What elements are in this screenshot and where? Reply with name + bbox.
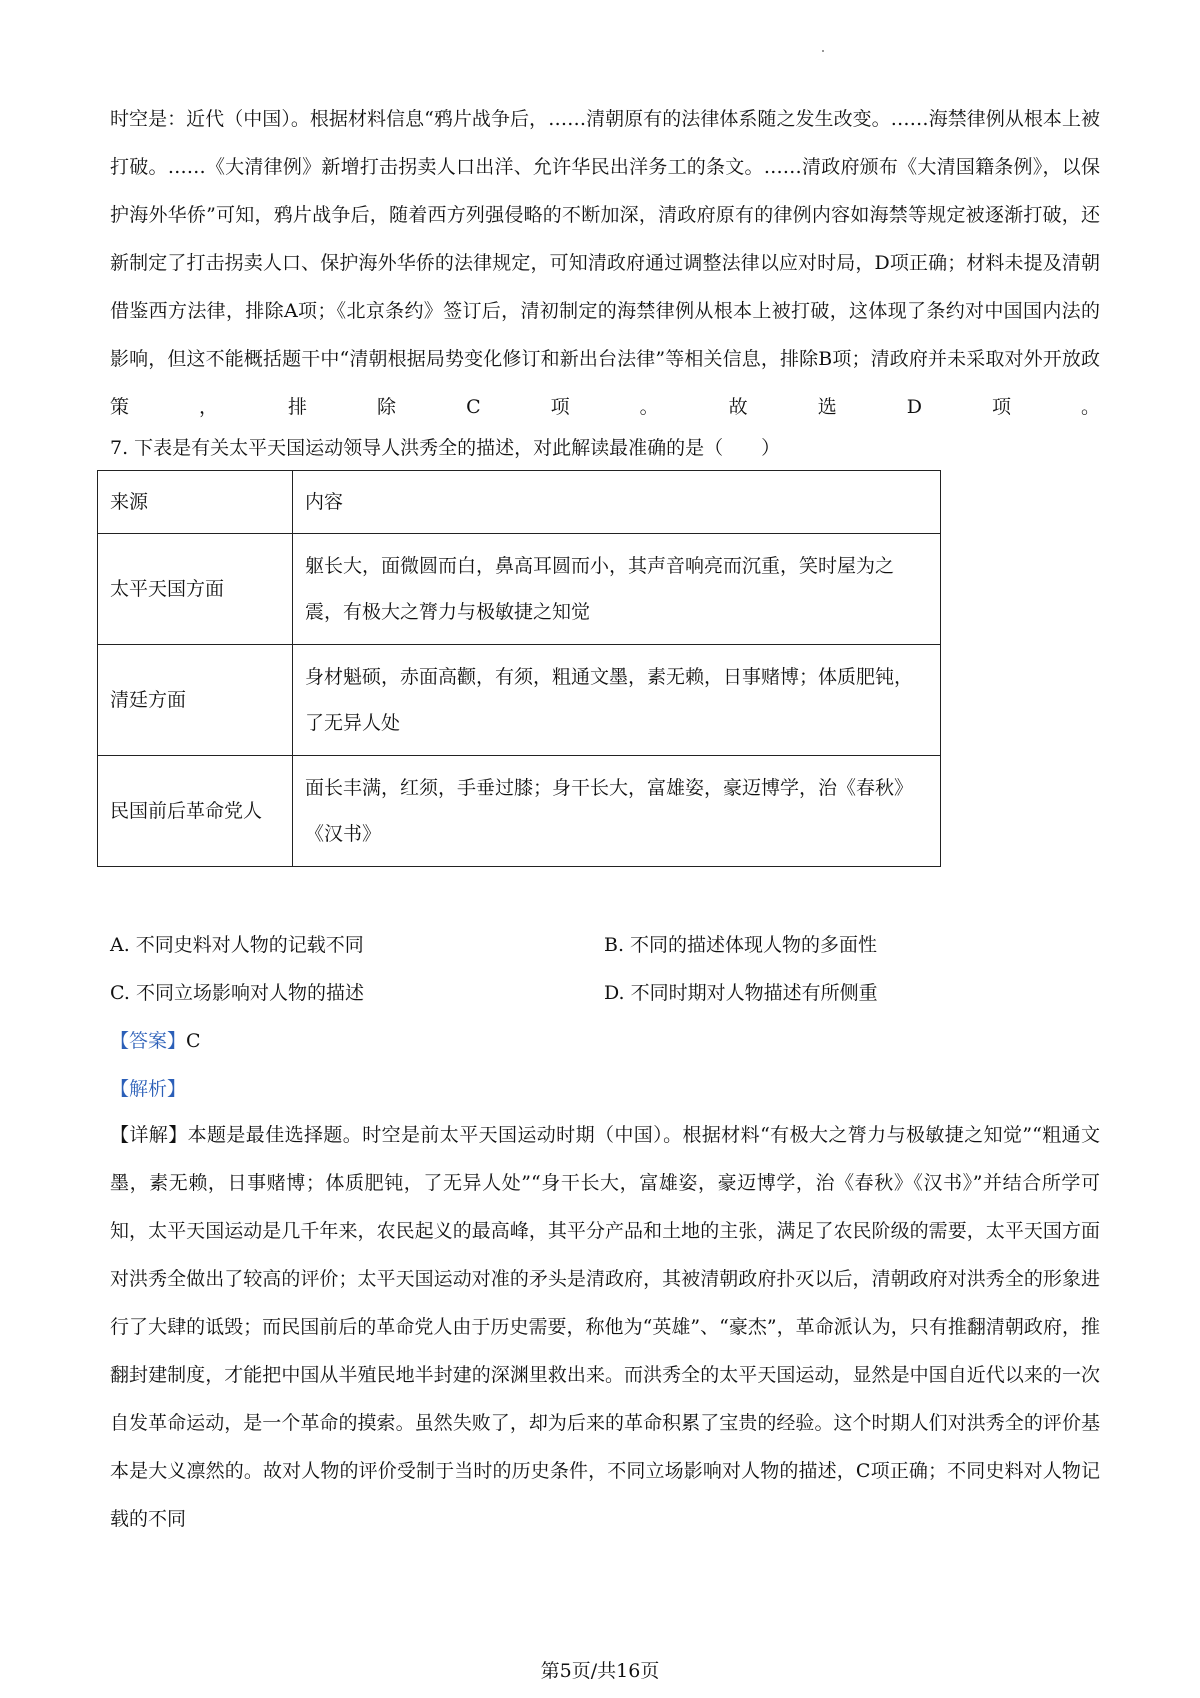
analysis-label: 【解析】 — [110, 1078, 187, 1100]
answer-line — [110, 1026, 201, 1056]
detail-text: 本题是最佳选择题。时空是前太平天国运动时期（中国）。根据材料“有极大之膂力与极敏捷之知觉”“粗通文墨，素无赖，日事赌博；体质肥钝，了无异人处”“身干长大，富雄姿，豪迈博学，治《春秋》《汉书》”并结合所学可知，太平天国运动是几千年来，农民起义的最高峰，其平分产品和土地的主张，满足了农民阶级的需要，太平天国方面对洪秀全做出了较高的评价；太平天国运动对准的矛头是清政府，其被清朝政府扑灭以后，清朝政府对洪秀全的形象进行了大肆的诋毁；而民国前后的革命党人由于历史需要，称他为“英雄”、“豪杰”，革命派认为，只有推翻清朝政府，推翻封建制度，才能把中国从半殖民地半封建的深渊里救出来。而洪秀全的太平天国运动，显然是中国自近代以来的一次自发革命运动，是一个革命的摸索。虽然失败了，却为后来的革命积累了宝贵的经验。这个时期人们对洪秀全的评价基本是大义凛然的。故对人物的评价受制于当时的历史条件，不同立场影响对人物的描述，C项正确；不同史料对人物记载的不同 — [110, 1124, 1100, 1530]
table-row — [98, 756, 941, 867]
answer-value: C — [186, 1030, 201, 1052]
page-footer: 第5页/共16页 — [540, 1660, 660, 1682]
option-b: B. 不同的描述体现人物的多面性 — [604, 934, 878, 956]
table-cell-source: 民国前后革命党人 — [98, 756, 293, 867]
table-cell-content: 身材魁硕，赤面高颧，有须，粗通文墨，素无赖，日事赌博；体质肥钝，了无异人处 — [293, 645, 941, 756]
option-d: D. 不同时期对人物描述有所侧重 — [604, 982, 878, 1004]
explanation-paragraph-q6: 时空是：近代（中国）。根据材料信息“鸦片战争后，……清朝原有的法律体系随之发生改变。……海禁律例从根本上被打破。……《大清律例》新增打击拐卖人口出洋、允许华民出洋务工的条文。……清政府颁布《大清国籍条例》，以保护海外华侨”可知，鸦片战争后，随着西方列强侵略的不断加深，清政府原有的律例内容如海禁等规定被逐渐打破，还新制定了打击拐卖人口、保护海外华侨的法律规定，可知清政府通过调整法律以应对时局，D项正确；材料未提及清朝借鉴西方法律，排除A项；《北京条约》签订后，清初制定的海禁律例从根本上被打破，这体现了条约对中国国内法的影响，但这不能概括题干中“清朝根据局势变化修订和新出台法律”等相关信息，排除B项；清政府并未采取对外开放政策，排除C项。故选D项。 — [110, 108, 1100, 418]
table-cell-content: 面长丰满，红须，手垂过膝；身干长大，富雄姿，豪迈博学，治《春秋》《汉书》 — [293, 756, 941, 867]
table-cell-source: 清廷方面 — [98, 645, 293, 756]
scan-dot — [822, 50, 824, 52]
answer-label: 【答案】 — [110, 1030, 187, 1052]
description-table — [97, 470, 941, 867]
table-row — [98, 645, 941, 756]
question-7-stem: 7. 下表是有关太平天国运动领导人洪秀全的描述，对此解读最准确的是（ ） — [110, 437, 781, 459]
table-header-source: 来源 — [98, 471, 293, 534]
table-cell-source: 太平天国方面 — [98, 534, 293, 645]
table-header-content: 内容 — [293, 471, 941, 534]
option-a: A. 不同史料对人物的记载不同 — [110, 934, 364, 956]
table-row — [98, 534, 941, 645]
detail-paragraph — [110, 1111, 1100, 1543]
option-c: C. 不同立场影响对人物的描述 — [110, 982, 364, 1004]
table-header-row — [98, 471, 941, 534]
detail-label: 【详解】 — [110, 1124, 188, 1146]
table-cell-content: 躯长大，面微圆而白，鼻高耳圆而小，其声音响亮而沉重，笑时屋为之震，有极大之膂力与极敏捷之知觉 — [293, 534, 941, 645]
